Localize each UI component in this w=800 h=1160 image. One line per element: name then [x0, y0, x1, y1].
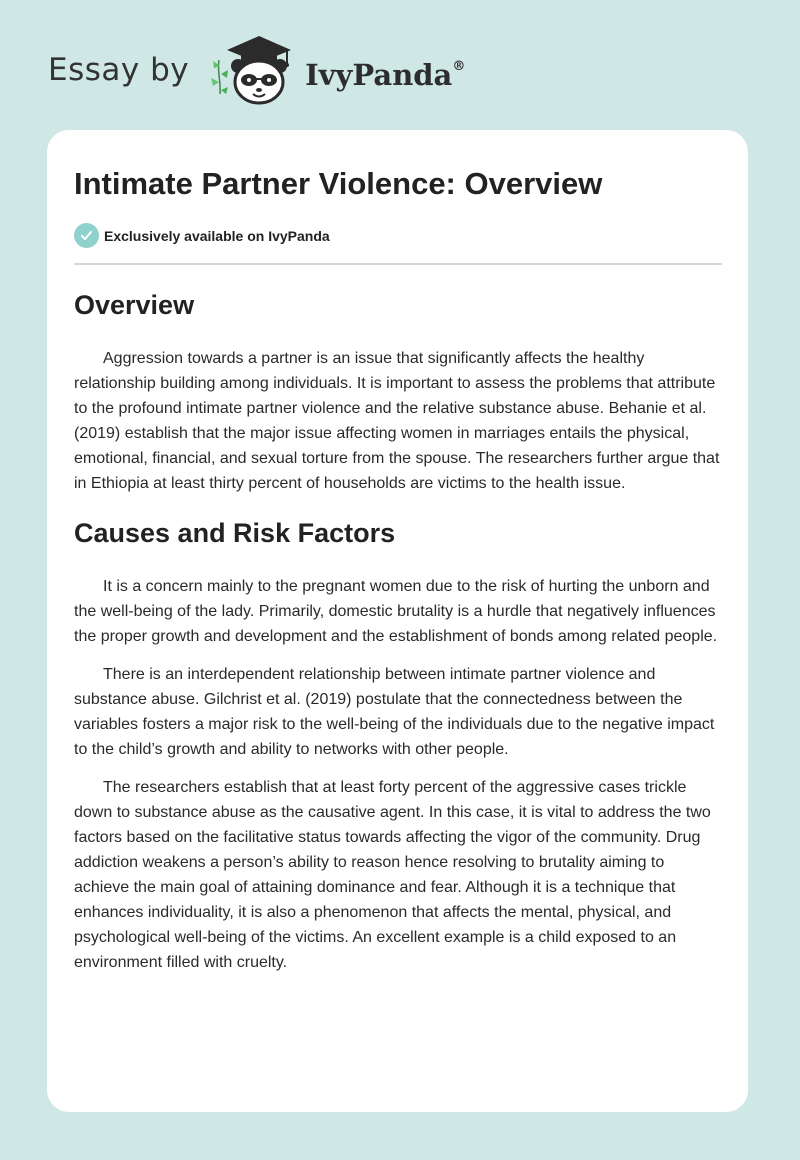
- registered-mark: ®: [452, 59, 466, 75]
- page-title: Intimate Partner Violence: Overview: [74, 166, 603, 201]
- paragraph: There is an interdependent relationship between intimate partner violence and substance abuse. Gilchrist et al. (2019) postulate that the connectedness between the variables fosters a major risk to the well-being of the individuals due to the negative impact to the child’s growth and ability to networks with other people.: [74, 666, 715, 758]
- paragraph: It is a concern mainly to the pregnant women due to the risk of hurting the unborn and the well-being of the lady. Primarily, domestic brutality is a hurdle that negatively influences the proper growth and development and the establishment of bonds among related people.: [74, 578, 718, 645]
- section-heading-causes: Causes and Risk Factors: [74, 518, 396, 548]
- exclusive-badge: [74, 223, 722, 248]
- essay-card: [47, 130, 748, 1112]
- brand-name: IvyPanda®: [305, 58, 466, 92]
- check-circle-icon: [74, 223, 99, 248]
- site-header: [48, 30, 465, 110]
- paragraph: The researchers establish that at least forty percent of the aggressive cases trickle down to substance abuse as the causative agent. In this case, it is vital to address the two factors based on the facilitative status towards affecting the vigor of the community. Drug addiction weakens a person’s ability to reason hence resolving to brutality aiming to achieve the main goal of attaining dominance and fear. Although it is a technique that enhances individuality, it is also a phenomenon that affects the mental, physical, and psychological well-being of the victims. An excellent example is a child exposed to an environment filled with cruelty.: [74, 779, 711, 971]
- section-heading-overview: Overview: [74, 290, 195, 320]
- panda-graduate-icon: [203, 30, 299, 110]
- essay-by-label: Essay by: [48, 52, 190, 88]
- paragraph: Aggression towards a partner is an issue that significantly affects the healthy relationship building among individuals. It is important to assess the problems that attribute to the profound intimate partner violence and the relative substance abuse. Behanie et al. (2019) establish that the major issue affecting women in marriages entails the physical, emotional, financial, and sexual torture from the spouse. The researchers further argue that in Ethiopia at least thirty percent of households are victims to the health issue.: [74, 350, 720, 492]
- badge-text: Exclusively available on IvyPanda: [104, 227, 330, 244]
- ivy-leaf-icon: [211, 60, 228, 94]
- divider: [74, 263, 722, 265]
- ivypanda-logo[interactable]: [203, 30, 465, 110]
